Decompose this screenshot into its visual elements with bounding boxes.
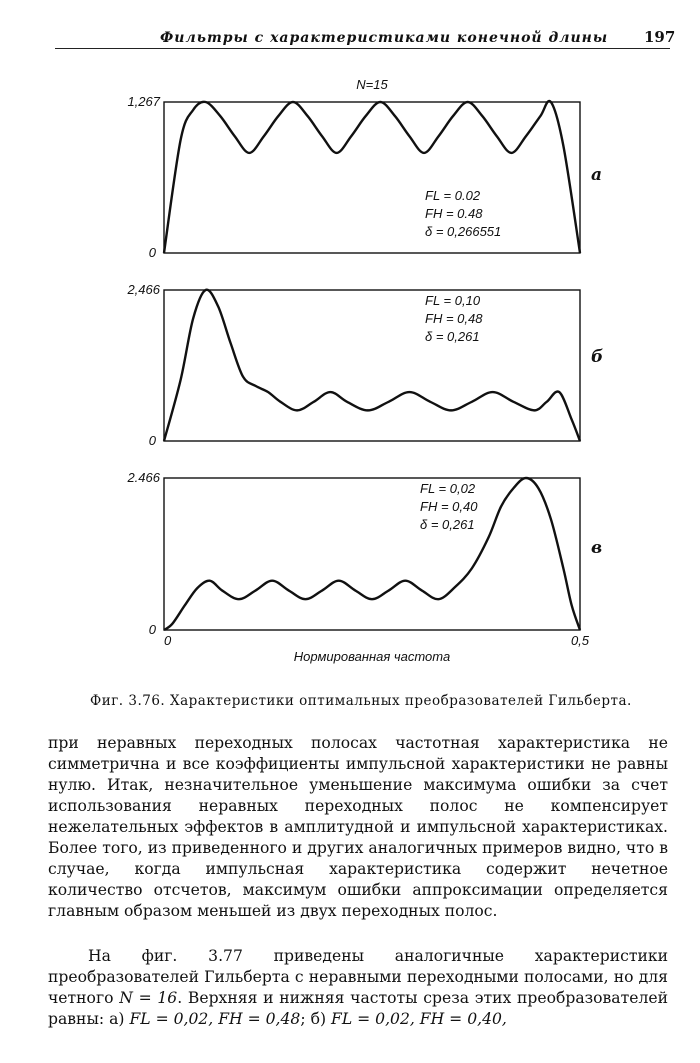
param-label: δ = 0,266551: [425, 224, 502, 239]
y-tick-max: 2,466: [127, 282, 160, 297]
x-tick-0: 0: [164, 633, 172, 648]
panel-label: в: [591, 538, 603, 558]
paragraph-1: при неравных переходных полосах частотная характеристика не симметрична и все коэффициенты импульсной характеристики не равны нулю. Итак, незначительное уменьшение максимума ошибки за счет использования неравных переходных полос не компенсирует нежелательных эффектов в амплитудной и импульсной характеристиках. Более того, из приведенного и других аналогичных примеров видно, что в случае, когда импульсная характеристика содержит нечетное количество отсчетов, максимум ошибки аппроксимации определяется главным образом меньшей из двух переходных полос.: [48, 734, 668, 920]
y-tick-max: 2.466: [127, 470, 160, 485]
param-label: δ = 0,261: [425, 329, 480, 344]
y-tick-zero: 0: [148, 245, 156, 260]
param-label: FL = 0,10: [425, 293, 481, 308]
panel-label: б: [591, 347, 604, 367]
panel-label: а: [591, 165, 603, 185]
figure-caption: Фиг. 3.76. Характеристики оптимальных преобразователей Гильберта.: [90, 693, 632, 709]
chart-panel-a: [127, 77, 602, 260]
chart-panel-v: [126, 470, 602, 664]
response-curve: [164, 101, 580, 253]
plot-frame: [164, 290, 580, 441]
param-label: δ = 0,261: [420, 517, 475, 532]
param-label: FL = 0,02: [420, 481, 476, 496]
x-tick-max: 0,5: [570, 633, 590, 648]
formula-a: FL = 0,02, FH = 0,48: [129, 1010, 301, 1028]
y-tick-zero: 0: [148, 622, 156, 637]
formula-b: FL = 0,02, FH = 0,40,: [331, 1010, 507, 1028]
paragraph-2-text: На фиг. 3.77 приведены аналогичные характеристики преобразователей Гильберта с неравными переходными полосами, но для четного: [48, 947, 668, 1007]
paragraph-2-text-2: . Верхняя и нижняя частоты среза этих преобразователей равны: а): [48, 989, 668, 1028]
plot-frame: [164, 478, 580, 630]
chart-panel-b: [126, 282, 603, 448]
response-curve: [164, 478, 580, 630]
formula-n: N = 16: [119, 989, 178, 1007]
paragraph-2: [48, 946, 668, 1030]
paragraph-2-text-3: ; б): [300, 1010, 327, 1028]
y-tick-max: 1,267: [127, 94, 160, 109]
y-tick-zero: 0: [148, 433, 156, 448]
param-label: FH = 0,48: [425, 311, 483, 326]
chart-title: N=15: [356, 77, 388, 92]
param-label: FH = 0,40: [420, 499, 478, 514]
param-label: FL = 0.02: [425, 188, 481, 203]
page-number: 197: [644, 28, 676, 46]
param-label: FH = 0.48: [425, 206, 483, 221]
x-axis-label: Нормированная частота: [293, 649, 451, 664]
running-title: Фильтры с характеристиками конечной длины: [160, 30, 609, 46]
response-curve: [164, 290, 580, 441]
